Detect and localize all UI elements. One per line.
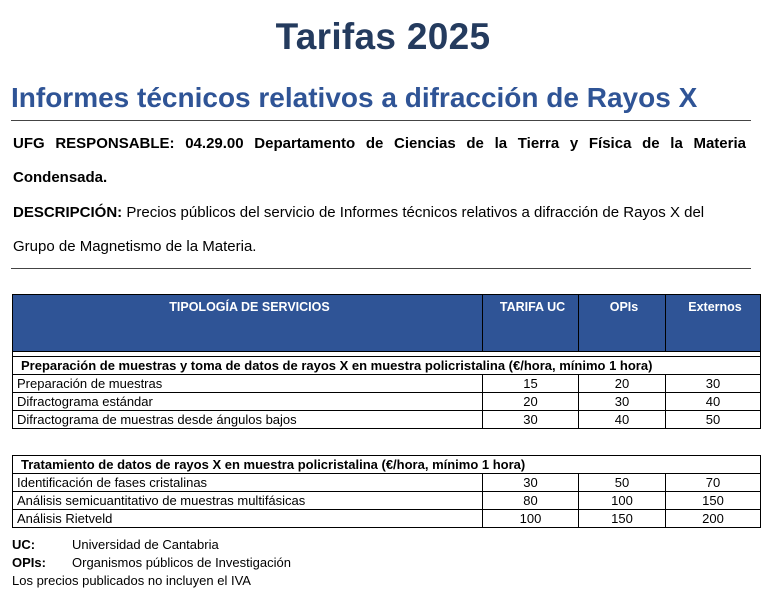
price-opis: 100 [579,492,666,510]
header-externos: Externos [666,295,761,352]
legend-item-uc [12,536,219,554]
group-title-row [13,357,761,375]
descripcion-paragraph [13,196,746,264]
table-row [13,393,761,411]
descripcion-label: DESCRIPCIÓN: [13,204,123,221]
price-uc: 30 [483,411,579,429]
price-opis: 30 [579,393,666,411]
service-name: Identificación de fases cristalinas [13,474,483,492]
table-header-row [13,295,761,352]
table-row [13,474,761,492]
table-row [13,411,761,429]
descripcion-text: Precios públicos del servicio de Informes técnicos relativos a difracción de Rayos X del Grupo de Magnetismo de la Materia. [13,204,705,255]
table-row [13,375,761,393]
price-opis: 20 [579,375,666,393]
table-row [13,492,761,510]
vat-note: Los precios publicados no incluyen el IVA [12,573,251,588]
page-title: Tarifas 2025 [275,16,491,57]
subtitle-divider [11,120,751,121]
price-externos: 40 [666,393,761,411]
legend-abbr: OPIs: [12,555,46,570]
header-opis: OPIs [579,295,666,352]
price-uc: 15 [483,375,579,393]
legend-meaning: Universidad de Cantabria [72,537,219,552]
header-tipologia: TIPOLOGÍA DE SERVICIOS [13,295,483,352]
price-uc: 20 [483,393,579,411]
header-tarifa-uc: TARIFA UC [483,295,579,352]
tariff-table-sampling [12,294,761,429]
price-externos: 50 [666,411,761,429]
service-name: Análisis semicuantitativo de muestras multifásicas [13,492,483,510]
legend-meaning: Organismos públicos de Investigación [72,555,291,570]
legend-abbr: UC: [12,537,36,552]
service-name: Análisis Rietveld [13,510,483,528]
price-opis: 50 [579,474,666,492]
group-title: Preparación de muestras y toma de datos de rayos X en muestra policristalina (€/hora, mínimo 1 hora) [13,357,761,375]
price-externos: 70 [666,474,761,492]
legend-item-opis [12,554,291,572]
price-opis: 40 [579,411,666,429]
price-uc: 30 [483,474,579,492]
description-divider [11,268,751,269]
service-name: Difractograma de muestras desde ángulos bajos [13,411,483,429]
table-row [13,510,761,528]
group-title-row [13,456,761,474]
responsable-paragraph [13,127,746,195]
price-uc: 80 [483,492,579,510]
price-externos: 150 [666,492,761,510]
price-externos: 200 [666,510,761,528]
service-name: Preparación de muestras [13,375,483,393]
service-name: Difractograma estándar [13,393,483,411]
responsable-text: 04.29.00 Departamento de Ciencias de la Tierra y Física de la Materia Condensada. [13,135,746,186]
price-opis: 150 [579,510,666,528]
tariff-table-processing [12,455,761,528]
group-title: Tratamiento de datos de rayos X en muestra policristalina (€/hora, mínimo 1 hora) [13,456,761,474]
responsable-label: UFG RESPONSABLE: [13,135,175,152]
page-subtitle: Informes técnicos relativos a difracción de Rayos X [11,82,698,113]
price-externos: 30 [666,375,761,393]
price-uc: 100 [483,510,579,528]
